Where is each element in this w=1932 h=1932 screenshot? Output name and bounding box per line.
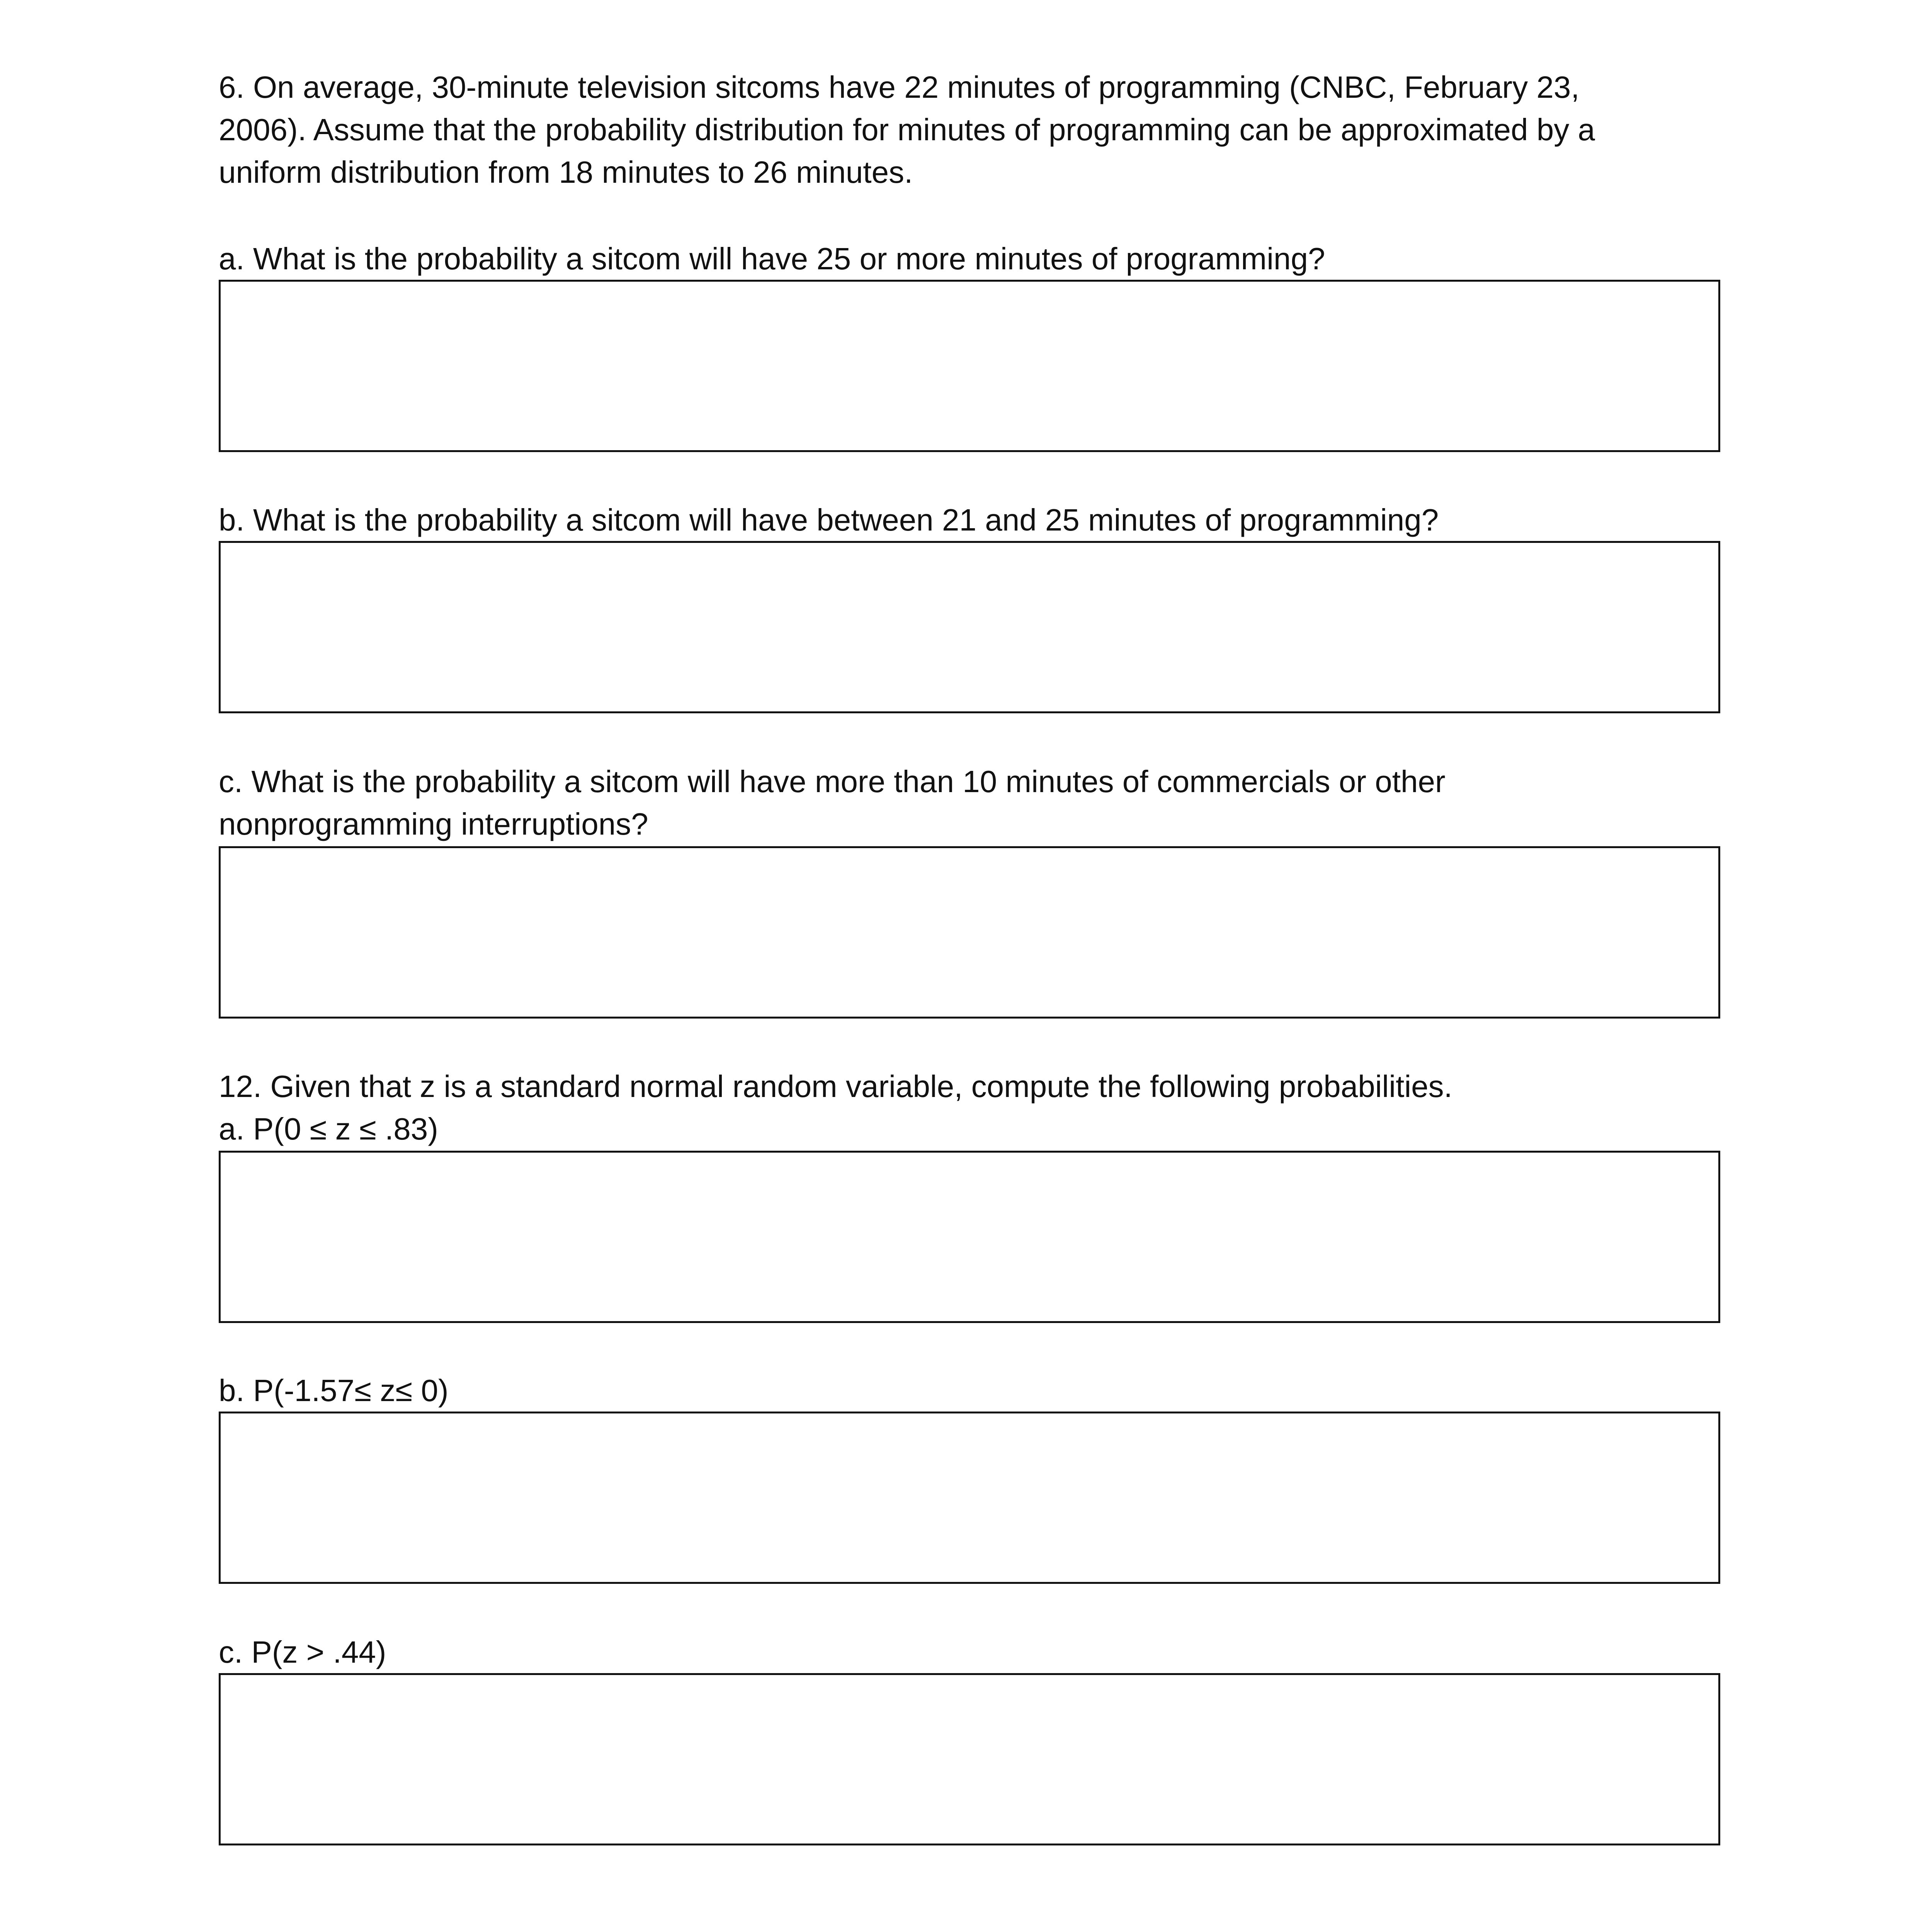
q6-part-b-answer-box[interactable] — [219, 541, 1720, 713]
q6-intro-line-1: 6. On average, 30-minute television sitcoms have 22 minutes of programming (CNBC, February 23, — [219, 70, 1580, 104]
q12-part-a-answer-box[interactable] — [219, 1151, 1720, 1323]
q6-part-b-prompt: b. What is the probability a sitcom will have between 21 and 25 minutes of programming? — [219, 503, 1439, 537]
q6-part-a-answer-box[interactable] — [219, 280, 1720, 452]
q12-part-b-answer-box[interactable] — [219, 1412, 1720, 1584]
q12-intro: 12. Given that z is a standard normal random variable, compute the following probabilities. — [219, 1069, 1452, 1104]
q6-intro-line-2: 2006). Assume that the probability distribution for minutes of programming can be approximated by a — [219, 112, 1595, 147]
q6-part-a-prompt: a. What is the probability a sitcom will have 25 or more minutes of programming? — [219, 242, 1325, 276]
q12-part-b-prompt: b. P(-1.57≤ z≤ 0) — [219, 1373, 449, 1408]
q12-part-c-prompt: c. P(z > .44) — [219, 1635, 386, 1669]
q6-part-c-prompt-line-1: c. What is the probability a sitcom will have more than 10 minutes of commercials or other — [219, 764, 1446, 799]
q6-intro-line-3: uniform distribution from 18 minutes to 26 minutes. — [219, 155, 913, 189]
q6-part-c-prompt-line-2: nonprogramming interruptions? — [219, 807, 648, 841]
q12-part-c-answer-box[interactable] — [219, 1673, 1720, 1845]
q6-part-c-answer-box[interactable] — [219, 846, 1720, 1019]
q12-part-a-prompt: a. P(0 ≤ z ≤ .83) — [219, 1112, 439, 1146]
